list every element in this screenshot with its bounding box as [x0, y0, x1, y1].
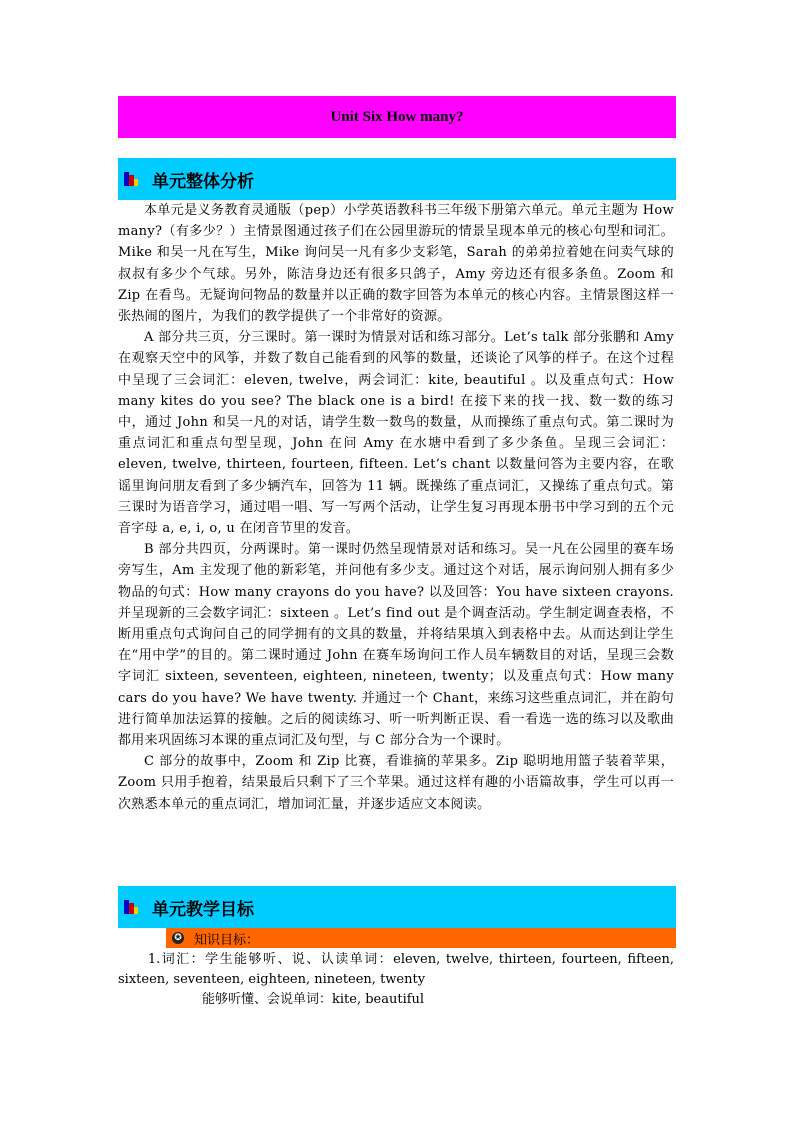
paragraph: B 部分共四页，分两课时。第一课时仍然呈现情景对话和练习。吴一凡在公园里的赛车场旁写生，Am 主发现了他的新彩笔，并问他有多少支。通过这个对话，展示询问别人拥有多少物品的句式：How many crayons do you have? 以及回答：You have sixteen crayons. 并呈现新的三会数字词汇：sixteen 。Let’s find out 是个调查活动。学生制定调查表格，不断用重点句式询问自己的同学拥有的文具的数量，并将结果填入到表格中去。从而达到让学生在“用中学”的目的。第二课时通过 John 在赛车场询问工作人员车辆数目的对话，呈现三会数字词汇 sixteen, seventeen, eighteen, nineteen, twenty；以及重点句式：How many cars do you have? We have twenty. 并通过一个 Chant，来练习这些重点词汇，并在韵句进行简单加法运算的接触。之后的阅读练习、听一听判断正误、看一看选一选的练习以及歌曲都用来巩固练习本课的重点词汇及句型，与 C 部分合为一个课时。 — [118, 542, 674, 749]
paragraph: 本单元是义务教育灵通版（pep）小学英语教科书三年级下册第六单元。单元主题为 How many?（有多少？）主情景图通过孩子们在公园里游玩的情景呈现本单元的核心句型和词汇。Mike 和吴一凡在写生，Mike 询问吴一凡有多少支彩笔，Sarah 的弟弟拉着她在问卖气球的叔叔有多少个气球。另外，陈洁身边还有很多只鸽子，Amy 旁边还有很多条鱼。Zoom 和 Zip 在看鸟。无疑询问物品的数量并以正确的数字回答为本单元的核心内容。主情景图这样一张热闹的图片，为我们的教学提供了一个非常好的资源。 — [118, 203, 674, 325]
vocab-line: 能够听懂、会说单词：kite, beautiful — [202, 992, 425, 1007]
knowledge-goals-heading — [166, 928, 676, 948]
section-heading-goals — [118, 886, 676, 928]
books-icon — [124, 900, 138, 914]
vocab-goals — [118, 950, 674, 1010]
analysis-body — [118, 200, 674, 815]
paragraph: A 部分共三页，分三课时。第一课时为情景对话和练习部分。Let’s talk 部分张鹏和 Amy 在观察天空中的风筝，并数了数自己能看到的风筝的数量，还谈论了风筝的样子。在这个过程中呈现了三会词汇：eleven, twelve，两会词汇：kite, beautiful 。以及重点句式：How many kites do you see? The black one is a bird! 在接下来的找一找、数一数的练习中，通过 John 和吴一凡的对话，请学生数一数鸟的数量，从而操练了重点句式。第二课时为重点词汇和重点句型呈现，John 在问 Amy 在水塘中看到了多少条鱼。呈现三会词汇：eleven, twelve, thirteen, fourteen, fifteen. Let’s chant 以数量问答为主要内容，在歌谣里询问朋友看到了多少辆汽车，回答为 11 辆。既操练了重点词汇，又操练了重点句式。第三课时为语音学习，通过唱一唱、写一写两个活动，让学生复习再现本册书中学习到的五个元音字母 a, e, i, o, u 在闭音节里的发音。 — [118, 330, 674, 537]
unit-title: Unit Six How many? — [330, 108, 464, 125]
section-title: 单元整体分析 — [152, 171, 254, 192]
subheading-label: 知识目标： — [194, 932, 260, 948]
section-heading-analysis — [118, 158, 676, 200]
unit-title-bar — [118, 96, 676, 138]
books-icon — [124, 172, 138, 186]
section-title: 单元教学目标 — [152, 899, 254, 920]
vocab-line: 1.词汇：学生能够听、说、认读单词：eleven, twelve, thirteen, fourteen, fifteen, sixteen, seventeen, eighteen, nineteen, twenty — [118, 952, 674, 987]
paragraph: C 部分的故事中，Zoom 和 Zip 比赛，看谁摘的苹果多。Zip 聪明地用篮子装着苹果，Zoom 只用手抱着，结果最后只剩下了三个苹果。通过这样有趣的小语篇故事，学生可以再一次熟悉本单元的重点词汇，增加词汇量，并逐步适应文本阅读。 — [118, 754, 674, 812]
star-bullet-icon: ✪ — [172, 932, 184, 944]
